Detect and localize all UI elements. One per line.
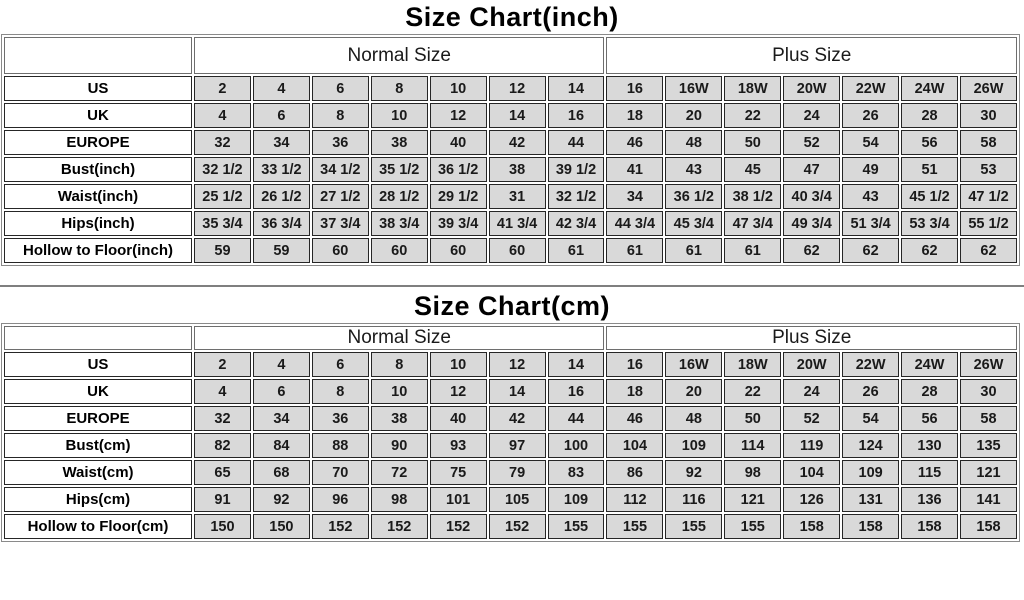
size-cell: 18W	[724, 76, 781, 101]
size-cell: 158	[783, 514, 840, 539]
size-cell: 98	[724, 460, 781, 485]
size-cell: 12	[489, 352, 546, 377]
size-cell: 16W	[665, 76, 722, 101]
size-cell: 26 1/2	[253, 184, 310, 209]
size-cell: 150	[194, 514, 251, 539]
size-cell: 155	[606, 514, 663, 539]
size-cell: 20W	[783, 76, 840, 101]
size-cell: 61	[606, 238, 663, 263]
size-cell: 24	[783, 379, 840, 404]
table-row-hips-cm	[4, 487, 1017, 512]
size-cell: 39 3/4	[430, 211, 487, 236]
size-cell: 24W	[901, 352, 958, 377]
corner-cell	[4, 326, 192, 350]
size-cell: 104	[783, 460, 840, 485]
size-cell: 16	[548, 103, 605, 128]
size-cell: 131	[842, 487, 899, 512]
size-cell: 54	[842, 130, 899, 155]
size-cell: 50	[724, 130, 781, 155]
size-cell: 141	[960, 487, 1017, 512]
table-row-uk	[4, 103, 1017, 128]
size-cell: 47 1/2	[960, 184, 1017, 209]
size-cell: 14	[489, 379, 546, 404]
size-cell: 70	[312, 460, 369, 485]
size-cell: 41	[606, 157, 663, 182]
size-cell: 18	[606, 379, 663, 404]
table-row-waist-cm	[4, 460, 1017, 485]
size-cell: 136	[901, 487, 958, 512]
size-cell: 46	[606, 130, 663, 155]
size-cell: 135	[960, 433, 1017, 458]
size-cell: 90	[371, 433, 428, 458]
size-cell: 47	[783, 157, 840, 182]
size-cell: 86	[606, 460, 663, 485]
cm-size-table	[1, 323, 1020, 542]
size-cell: 36 1/2	[665, 184, 722, 209]
size-cell: 26W	[960, 76, 1017, 101]
size-cell: 32	[194, 130, 251, 155]
size-cell: 37 3/4	[312, 211, 369, 236]
size-cell: 32 1/2	[194, 157, 251, 182]
size-cell: 92	[665, 460, 722, 485]
size-cell: 40	[430, 130, 487, 155]
size-cell: 25 1/2	[194, 184, 251, 209]
size-cell: 36	[312, 130, 369, 155]
size-cell: 109	[842, 460, 899, 485]
size-cell: 38	[489, 157, 546, 182]
table-row-hips-inch	[4, 211, 1017, 236]
size-cell: 62	[842, 238, 899, 263]
row-label-europe: EUROPE	[4, 406, 192, 431]
size-cell: 124	[842, 433, 899, 458]
size-cell: 72	[371, 460, 428, 485]
size-cell: 98	[371, 487, 428, 512]
size-cell: 61	[724, 238, 781, 263]
size-cell: 20W	[783, 352, 840, 377]
size-cell: 112	[606, 487, 663, 512]
group-header-plus-size: Plus Size	[606, 37, 1017, 74]
size-cell: 4	[194, 379, 251, 404]
size-cell: 150	[253, 514, 310, 539]
size-cell: 26	[842, 379, 899, 404]
size-cell: 109	[665, 433, 722, 458]
size-cell: 2	[194, 352, 251, 377]
size-cell: 126	[783, 487, 840, 512]
size-cell: 61	[665, 238, 722, 263]
table-row-us	[4, 76, 1017, 101]
size-cell: 79	[489, 460, 546, 485]
size-cell: 48	[665, 130, 722, 155]
size-cell: 16	[548, 379, 605, 404]
size-cell: 26	[842, 103, 899, 128]
group-header-normal-size: Normal Size	[194, 326, 604, 350]
size-cell: 100	[548, 433, 605, 458]
size-cell: 34 1/2	[312, 157, 369, 182]
table-row-bust-cm	[4, 433, 1017, 458]
size-cell: 97	[489, 433, 546, 458]
size-cell: 119	[783, 433, 840, 458]
size-cell: 43	[665, 157, 722, 182]
table-row-bust-inch	[4, 157, 1017, 182]
size-cell: 51	[901, 157, 958, 182]
size-cell: 12	[489, 76, 546, 101]
size-cell: 28	[901, 379, 958, 404]
size-cell: 22W	[842, 76, 899, 101]
size-cell: 93	[430, 433, 487, 458]
row-label-bust-cm: Bust(cm)	[4, 433, 192, 458]
size-cell: 30	[960, 103, 1017, 128]
size-cell: 49 3/4	[783, 211, 840, 236]
size-cell: 39 1/2	[548, 157, 605, 182]
size-cell: 34	[253, 130, 310, 155]
size-cell: 20	[665, 103, 722, 128]
size-cell: 34	[606, 184, 663, 209]
size-group-header-row	[4, 326, 1017, 350]
size-cell: 44	[548, 406, 605, 431]
size-cell: 158	[901, 514, 958, 539]
size-cell: 38 1/2	[724, 184, 781, 209]
size-cell: 36 3/4	[253, 211, 310, 236]
table-row-europe	[4, 130, 1017, 155]
size-cell: 62	[783, 238, 840, 263]
size-cell: 12	[430, 103, 487, 128]
size-cell: 24W	[901, 76, 958, 101]
size-cell: 114	[724, 433, 781, 458]
size-cell: 32 1/2	[548, 184, 605, 209]
size-cell: 18	[606, 103, 663, 128]
size-cell: 12	[430, 379, 487, 404]
size-cell: 61	[548, 238, 605, 263]
size-cell: 33 1/2	[253, 157, 310, 182]
size-cell: 48	[665, 406, 722, 431]
size-cell: 45 1/2	[901, 184, 958, 209]
size-cell: 6	[253, 379, 310, 404]
size-cell: 20	[665, 379, 722, 404]
size-cell: 56	[901, 130, 958, 155]
size-cell: 121	[724, 487, 781, 512]
size-cell: 121	[960, 460, 1017, 485]
size-cell: 31	[489, 184, 546, 209]
size-cell: 65	[194, 460, 251, 485]
size-cell: 30	[960, 379, 1017, 404]
size-cell: 59	[194, 238, 251, 263]
cm-chart-title: Size Chart(cm)	[413, 291, 611, 321]
row-label-uk: UK	[4, 379, 192, 404]
size-cell: 155	[665, 514, 722, 539]
size-cell: 109	[548, 487, 605, 512]
size-cell: 4	[253, 352, 310, 377]
size-cell: 8	[371, 352, 428, 377]
size-cell: 8	[312, 379, 369, 404]
size-cell: 62	[901, 238, 958, 263]
size-cell: 152	[371, 514, 428, 539]
size-cell: 40	[430, 406, 487, 431]
size-cell: 54	[842, 406, 899, 431]
table-row-waist-inch	[4, 184, 1017, 209]
size-cell: 58	[960, 406, 1017, 431]
size-cell: 152	[489, 514, 546, 539]
size-cell: 116	[665, 487, 722, 512]
table-row-us	[4, 352, 1017, 377]
size-cell: 34	[253, 406, 310, 431]
size-cell: 96	[312, 487, 369, 512]
size-cell: 47 3/4	[724, 211, 781, 236]
row-label-hollow-to-floor-cm: Hollow to Floor(cm)	[4, 514, 192, 539]
size-cell: 14	[548, 352, 605, 377]
size-cell: 14	[489, 103, 546, 128]
size-cell: 49	[842, 157, 899, 182]
row-label-waist-inch: Waist(inch)	[4, 184, 192, 209]
size-cell: 44	[548, 130, 605, 155]
size-cell: 55 1/2	[960, 211, 1017, 236]
size-cell: 14	[548, 76, 605, 101]
size-cell: 27 1/2	[312, 184, 369, 209]
size-cell: 22W	[842, 352, 899, 377]
size-cell: 52	[783, 406, 840, 431]
size-cell: 50	[724, 406, 781, 431]
size-cell: 42 3/4	[548, 211, 605, 236]
size-cell: 43	[842, 184, 899, 209]
size-cell: 6	[253, 103, 310, 128]
size-cell: 22	[724, 103, 781, 128]
size-cell: 22	[724, 379, 781, 404]
size-cell: 10	[430, 352, 487, 377]
size-cell: 10	[371, 379, 428, 404]
row-label-us: US	[4, 76, 192, 101]
size-cell: 38 3/4	[371, 211, 428, 236]
size-cell: 101	[430, 487, 487, 512]
size-cell: 32	[194, 406, 251, 431]
size-cell: 91	[194, 487, 251, 512]
size-cell: 28	[901, 103, 958, 128]
size-cell: 104	[606, 433, 663, 458]
table-row-hollow-to-floor-inch	[4, 238, 1017, 263]
size-cell: 10	[430, 76, 487, 101]
size-cell: 130	[901, 433, 958, 458]
size-cell: 52	[783, 130, 840, 155]
size-cell: 38	[371, 406, 428, 431]
size-cell: 41 3/4	[489, 211, 546, 236]
size-cell: 82	[194, 433, 251, 458]
size-cell: 44 3/4	[606, 211, 663, 236]
size-cell: 60	[371, 238, 428, 263]
size-cell: 45 3/4	[665, 211, 722, 236]
size-cell: 2	[194, 76, 251, 101]
row-label-hips-cm: Hips(cm)	[4, 487, 192, 512]
row-label-uk: UK	[4, 103, 192, 128]
size-cell: 84	[253, 433, 310, 458]
size-cell: 6	[312, 76, 369, 101]
inch-chart-title: Size Chart(inch)	[405, 2, 619, 32]
row-label-us: US	[4, 352, 192, 377]
size-cell: 10	[371, 103, 428, 128]
size-cell: 88	[312, 433, 369, 458]
size-cell: 16	[606, 76, 663, 101]
size-cell: 42	[489, 406, 546, 431]
row-label-bust-inch: Bust(inch)	[4, 157, 192, 182]
corner-cell	[4, 37, 192, 74]
size-cell: 8	[312, 103, 369, 128]
size-cell: 51 3/4	[842, 211, 899, 236]
size-cell: 6	[312, 352, 369, 377]
size-cell: 36 1/2	[430, 157, 487, 182]
size-cell: 38	[371, 130, 428, 155]
row-label-hips-inch: Hips(inch)	[4, 211, 192, 236]
size-cell: 28 1/2	[371, 184, 428, 209]
size-cell: 158	[842, 514, 899, 539]
size-cell: 24	[783, 103, 840, 128]
size-cell: 35 3/4	[194, 211, 251, 236]
size-cell: 46	[606, 406, 663, 431]
size-cell: 115	[901, 460, 958, 485]
size-cell: 68	[253, 460, 310, 485]
inch-size-table	[1, 34, 1020, 266]
size-cell: 18W	[724, 352, 781, 377]
size-cell: 152	[430, 514, 487, 539]
size-cell: 42	[489, 130, 546, 155]
size-cell: 155	[548, 514, 605, 539]
group-header-normal-size: Normal Size	[194, 37, 604, 74]
size-cell: 59	[253, 238, 310, 263]
size-cell: 158	[960, 514, 1017, 539]
size-cell: 35 1/2	[371, 157, 428, 182]
size-cell: 36	[312, 406, 369, 431]
size-cell: 83	[548, 460, 605, 485]
size-cell: 45	[724, 157, 781, 182]
size-cell: 4	[194, 103, 251, 128]
size-cell: 4	[253, 76, 310, 101]
size-cell: 60	[430, 238, 487, 263]
size-cell: 26W	[960, 352, 1017, 377]
size-cell: 40 3/4	[783, 184, 840, 209]
size-cell: 152	[312, 514, 369, 539]
size-cell: 155	[724, 514, 781, 539]
size-group-header-row	[4, 37, 1017, 74]
row-label-waist-cm: Waist(cm)	[4, 460, 192, 485]
size-cell: 92	[253, 487, 310, 512]
size-cell: 8	[371, 76, 428, 101]
group-header-plus-size: Plus Size	[606, 326, 1017, 350]
size-cell: 105	[489, 487, 546, 512]
size-cell: 56	[901, 406, 958, 431]
size-cell: 58	[960, 130, 1017, 155]
size-cell: 60	[489, 238, 546, 263]
size-cell: 29 1/2	[430, 184, 487, 209]
table-row-uk	[4, 379, 1017, 404]
size-cell: 62	[960, 238, 1017, 263]
size-cell: 60	[312, 238, 369, 263]
table-row-europe	[4, 406, 1017, 431]
size-cell: 53 3/4	[901, 211, 958, 236]
size-cell: 75	[430, 460, 487, 485]
row-label-europe: EUROPE	[4, 130, 192, 155]
size-cell: 53	[960, 157, 1017, 182]
size-cell: 16W	[665, 352, 722, 377]
size-cell: 16	[606, 352, 663, 377]
row-label-hollow-to-floor-inch: Hollow to Floor(inch)	[4, 238, 192, 263]
table-row-hollow-to-floor-cm	[4, 514, 1017, 539]
